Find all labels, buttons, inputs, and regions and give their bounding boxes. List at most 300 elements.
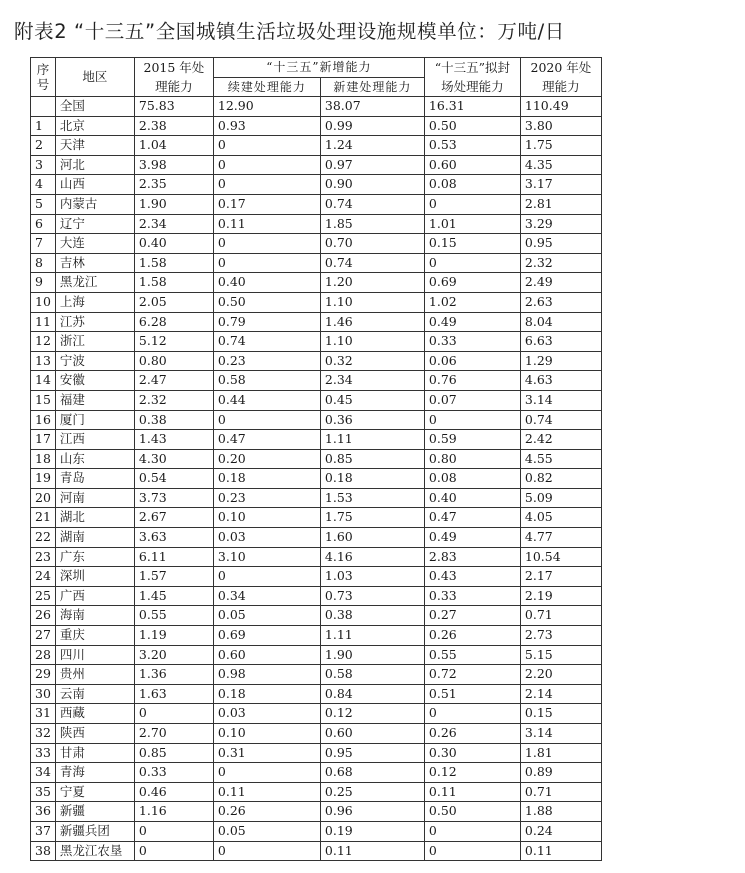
cell-continued: 0.23 <box>213 488 320 508</box>
cell-cap2020: 3.17 <box>520 175 601 195</box>
table-row <box>31 292 602 312</box>
cell-region: 福建 <box>55 390 134 410</box>
cell-no: 6 <box>31 214 56 234</box>
cell-continued: 3.10 <box>213 547 320 567</box>
cell-continued: 0 <box>213 763 320 783</box>
cell-no: 25 <box>31 586 56 606</box>
cell-continued: 0.10 <box>213 508 320 528</box>
cell-no: 13 <box>31 351 56 371</box>
cell-no: 3 <box>31 155 56 175</box>
cell-cap2015: 3.98 <box>134 155 213 175</box>
cell-cap2015: 75.83 <box>134 97 213 117</box>
cell-continued: 0.11 <box>213 782 320 802</box>
cell-region: 四川 <box>55 645 134 665</box>
cell-newbuild: 0.38 <box>320 606 424 626</box>
cell-no: 33 <box>31 743 56 763</box>
cell-region: 新疆 <box>55 802 134 822</box>
table-row <box>31 645 602 665</box>
cell-cap2015: 2.05 <box>134 292 213 312</box>
cell-newbuild: 0.68 <box>320 763 424 783</box>
cell-no: 7 <box>31 234 56 254</box>
header-continued: 续建处理能力 <box>213 77 320 97</box>
cell-cap2020: 2.14 <box>520 684 601 704</box>
cell-no: 31 <box>31 704 56 724</box>
cell-seal: 0 <box>424 194 520 214</box>
cell-continued: 0 <box>213 234 320 254</box>
cell-seal: 0 <box>424 253 520 273</box>
cell-continued: 0 <box>213 136 320 156</box>
cell-newbuild: 0.97 <box>320 155 424 175</box>
cell-region: 全国 <box>55 97 134 117</box>
cell-newbuild: 1.24 <box>320 136 424 156</box>
cell-seal: 0 <box>424 821 520 841</box>
cell-region: 海南 <box>55 606 134 626</box>
cell-no: 37 <box>31 821 56 841</box>
cell-cap2020: 4.77 <box>520 528 601 548</box>
cell-no: 26 <box>31 606 56 626</box>
cell-cap2020: 2.17 <box>520 567 601 587</box>
cell-continued: 0.11 <box>213 214 320 234</box>
table-row <box>31 371 602 391</box>
cell-continued: 0 <box>213 410 320 430</box>
table-row <box>31 214 602 234</box>
cell-continued: 0 <box>213 567 320 587</box>
cell-cap2020: 2.19 <box>520 586 601 606</box>
cell-cap2020: 0.15 <box>520 704 601 724</box>
table-row <box>31 567 602 587</box>
cell-newbuild: 0.58 <box>320 665 424 685</box>
cell-no: 4 <box>31 175 56 195</box>
cell-seal: 0.07 <box>424 390 520 410</box>
cell-region: 厦门 <box>55 410 134 430</box>
cell-continued: 0.79 <box>213 312 320 332</box>
cell-region: 宁波 <box>55 351 134 371</box>
cell-cap2015: 1.58 <box>134 273 213 293</box>
cell-region: 深圳 <box>55 567 134 587</box>
cell-no: 5 <box>31 194 56 214</box>
cell-no: 35 <box>31 782 56 802</box>
cell-newbuild: 0.60 <box>320 724 424 744</box>
cell-newbuild: 1.46 <box>320 312 424 332</box>
cell-region: 江苏 <box>55 312 134 332</box>
table-row <box>31 508 602 528</box>
cell-cap2020: 2.81 <box>520 194 601 214</box>
table-row <box>31 253 602 273</box>
cell-newbuild: 1.75 <box>320 508 424 528</box>
cell-seal: 0.33 <box>424 586 520 606</box>
cell-no: 15 <box>31 390 56 410</box>
cell-newbuild: 0.74 <box>320 194 424 214</box>
cell-no: 23 <box>31 547 56 567</box>
cell-seal: 1.01 <box>424 214 520 234</box>
header-region: 地区 <box>55 58 134 97</box>
cell-no: 19 <box>31 469 56 489</box>
cell-cap2015: 1.58 <box>134 253 213 273</box>
cell-cap2015: 0.38 <box>134 410 213 430</box>
cell-no: 9 <box>31 273 56 293</box>
cell-no: 18 <box>31 449 56 469</box>
table-row <box>31 449 602 469</box>
table-row <box>31 841 602 861</box>
cell-seal: 0.55 <box>424 645 520 665</box>
table-row <box>31 351 602 371</box>
cell-region: 上海 <box>55 292 134 312</box>
cell-newbuild: 0.74 <box>320 253 424 273</box>
header-no: 序号 <box>31 58 56 97</box>
cell-continued: 0.98 <box>213 665 320 685</box>
cell-cap2020: 10.54 <box>520 547 601 567</box>
cell-cap2020: 2.73 <box>520 626 601 646</box>
cell-continued: 0.05 <box>213 821 320 841</box>
table-row <box>31 488 602 508</box>
cell-cap2015: 1.45 <box>134 586 213 606</box>
cell-region: 黑龙江 <box>55 273 134 293</box>
cell-cap2020: 2.32 <box>520 253 601 273</box>
cell-cap2015: 0.54 <box>134 469 213 489</box>
cell-newbuild: 0.25 <box>320 782 424 802</box>
cell-no: 1 <box>31 116 56 136</box>
cell-cap2020: 2.49 <box>520 273 601 293</box>
cell-cap2015: 0.80 <box>134 351 213 371</box>
table-row <box>31 175 602 195</box>
cell-continued: 0 <box>213 841 320 861</box>
header-newbuild: 新建处理能力 <box>320 77 424 97</box>
cell-newbuild: 1.20 <box>320 273 424 293</box>
cell-continued: 0.40 <box>213 273 320 293</box>
cell-cap2020: 0.11 <box>520 841 601 861</box>
cell-no: 36 <box>31 802 56 822</box>
cell-seal: 0.08 <box>424 175 520 195</box>
table-row <box>31 234 602 254</box>
cell-region: 陕西 <box>55 724 134 744</box>
cell-newbuild: 0.18 <box>320 469 424 489</box>
cell-continued: 0.31 <box>213 743 320 763</box>
cell-region: 湖北 <box>55 508 134 528</box>
table-row <box>31 97 602 117</box>
cell-region: 江西 <box>55 430 134 450</box>
cell-cap2020: 0.82 <box>520 469 601 489</box>
cell-no: 27 <box>31 626 56 646</box>
cell-newbuild: 0.12 <box>320 704 424 724</box>
cell-cap2020: 8.04 <box>520 312 601 332</box>
cell-region: 河北 <box>55 155 134 175</box>
cell-region: 青海 <box>55 763 134 783</box>
table-row <box>31 469 602 489</box>
cell-continued: 0.17 <box>213 194 320 214</box>
cell-cap2020: 110.49 <box>520 97 601 117</box>
header-cap2015: 2015 年处理能力 <box>134 58 213 97</box>
cell-continued: 12.90 <box>213 97 320 117</box>
cell-seal: 0.60 <box>424 155 520 175</box>
cell-cap2015: 3.63 <box>134 528 213 548</box>
cell-newbuild: 1.10 <box>320 292 424 312</box>
table-title: 附表2 “十三五”全国城镇生活垃圾处理设施规模单位：万吨/日 <box>14 20 565 43</box>
cell-cap2020: 6.63 <box>520 332 601 352</box>
cell-seal: 16.31 <box>424 97 520 117</box>
table-row <box>31 821 602 841</box>
cell-cap2020: 5.15 <box>520 645 601 665</box>
cell-seal: 0.59 <box>424 430 520 450</box>
cell-region: 青岛 <box>55 469 134 489</box>
header-seal-capacity: “十三五”拟封场处理能力 <box>424 58 520 97</box>
cell-region: 西藏 <box>55 704 134 724</box>
cell-cap2015: 0.33 <box>134 763 213 783</box>
cell-seal: 0.51 <box>424 684 520 704</box>
cell-newbuild: 0.84 <box>320 684 424 704</box>
cell-cap2015: 1.90 <box>134 194 213 214</box>
cell-region: 山东 <box>55 449 134 469</box>
cell-cap2015: 0 <box>134 821 213 841</box>
cell-seal: 0 <box>424 410 520 430</box>
table-row <box>31 273 602 293</box>
table-row <box>31 802 602 822</box>
cell-cap2015: 0.40 <box>134 234 213 254</box>
table-body <box>31 97 602 861</box>
cell-seal: 0.53 <box>424 136 520 156</box>
cell-cap2015: 1.19 <box>134 626 213 646</box>
cell-cap2020: 2.20 <box>520 665 601 685</box>
cell-newbuild: 0.85 <box>320 449 424 469</box>
cell-seal: 0.49 <box>424 528 520 548</box>
table-row <box>31 312 602 332</box>
cell-newbuild: 0.36 <box>320 410 424 430</box>
cell-continued: 0.93 <box>213 116 320 136</box>
cell-cap2020: 3.14 <box>520 390 601 410</box>
cell-no: 34 <box>31 763 56 783</box>
table-row <box>31 194 602 214</box>
cell-no: 11 <box>31 312 56 332</box>
table-row <box>31 410 602 430</box>
cell-seal: 0.40 <box>424 488 520 508</box>
cell-seal: 0.50 <box>424 116 520 136</box>
cell-seal: 0 <box>424 704 520 724</box>
cell-region: 广西 <box>55 586 134 606</box>
cell-continued: 0 <box>213 253 320 273</box>
cell-region: 吉林 <box>55 253 134 273</box>
cell-continued: 0.20 <box>213 449 320 469</box>
cell-cap2020: 0.71 <box>520 782 601 802</box>
cell-cap2015: 2.67 <box>134 508 213 528</box>
cell-cap2020: 2.42 <box>520 430 601 450</box>
cell-cap2015: 1.57 <box>134 567 213 587</box>
cell-newbuild: 38.07 <box>320 97 424 117</box>
cell-newbuild: 0.45 <box>320 390 424 410</box>
cell-seal: 0.80 <box>424 449 520 469</box>
cell-continued: 0.34 <box>213 586 320 606</box>
cell-region: 内蒙古 <box>55 194 134 214</box>
cell-newbuild: 2.34 <box>320 371 424 391</box>
cell-no: 21 <box>31 508 56 528</box>
cell-region: 北京 <box>55 116 134 136</box>
cell-cap2020: 4.35 <box>520 155 601 175</box>
table-row <box>31 763 602 783</box>
cell-newbuild: 0.19 <box>320 821 424 841</box>
cell-region: 山西 <box>55 175 134 195</box>
cell-newbuild: 0.70 <box>320 234 424 254</box>
cell-region: 广东 <box>55 547 134 567</box>
cell-region: 重庆 <box>55 626 134 646</box>
cell-region: 大连 <box>55 234 134 254</box>
cell-seal: 0.49 <box>424 312 520 332</box>
cell-newbuild: 0.90 <box>320 175 424 195</box>
cell-cap2020: 1.81 <box>520 743 601 763</box>
header-new-capacity-group: “十三五”新增能力 <box>213 58 424 78</box>
cell-cap2020: 3.29 <box>520 214 601 234</box>
cell-no: 32 <box>31 724 56 744</box>
table-row <box>31 684 602 704</box>
cell-continued: 0.50 <box>213 292 320 312</box>
cell-cap2015: 1.63 <box>134 684 213 704</box>
cell-continued: 0.03 <box>213 704 320 724</box>
cell-continued: 0.10 <box>213 724 320 744</box>
table-row <box>31 626 602 646</box>
cell-continued: 0.23 <box>213 351 320 371</box>
cell-no: 29 <box>31 665 56 685</box>
cell-seal: 0.47 <box>424 508 520 528</box>
table-row <box>31 136 602 156</box>
cell-cap2015: 0.55 <box>134 606 213 626</box>
cell-cap2020: 0.24 <box>520 821 601 841</box>
cell-no: 20 <box>31 488 56 508</box>
cell-region: 河南 <box>55 488 134 508</box>
cell-cap2020: 1.88 <box>520 802 601 822</box>
cell-newbuild: 0.32 <box>320 351 424 371</box>
cell-region: 安徽 <box>55 371 134 391</box>
cell-continued: 0.18 <box>213 684 320 704</box>
cell-no: 24 <box>31 567 56 587</box>
table-row <box>31 430 602 450</box>
cell-no: 2 <box>31 136 56 156</box>
table-row <box>31 547 602 567</box>
table-row <box>31 782 602 802</box>
cell-continued: 0.69 <box>213 626 320 646</box>
cell-cap2020: 5.09 <box>520 488 601 508</box>
cell-newbuild: 1.53 <box>320 488 424 508</box>
cell-cap2015: 1.43 <box>134 430 213 450</box>
cell-newbuild: 0.96 <box>320 802 424 822</box>
cell-continued: 0.26 <box>213 802 320 822</box>
cell-no: 14 <box>31 371 56 391</box>
cell-cap2015: 2.35 <box>134 175 213 195</box>
cell-seal: 0.50 <box>424 802 520 822</box>
cell-no: 30 <box>31 684 56 704</box>
cell-continued: 0.58 <box>213 371 320 391</box>
cell-continued: 0.60 <box>213 645 320 665</box>
cell-seal: 0.69 <box>424 273 520 293</box>
cell-continued: 0.05 <box>213 606 320 626</box>
cell-region: 贵州 <box>55 665 134 685</box>
cell-newbuild: 0.73 <box>320 586 424 606</box>
table-row <box>31 704 602 724</box>
table-row <box>31 743 602 763</box>
cell-continued: 0 <box>213 155 320 175</box>
cell-region: 云南 <box>55 684 134 704</box>
cell-continued: 0.18 <box>213 469 320 489</box>
cell-newbuild: 1.11 <box>320 626 424 646</box>
cell-seal: 0.43 <box>424 567 520 587</box>
cell-cap2015: 2.47 <box>134 371 213 391</box>
table-row <box>31 586 602 606</box>
cell-cap2015: 2.34 <box>134 214 213 234</box>
cell-newbuild: 1.03 <box>320 567 424 587</box>
cell-seal: 0.15 <box>424 234 520 254</box>
cell-cap2015: 0.85 <box>134 743 213 763</box>
cell-no: 16 <box>31 410 56 430</box>
cell-no: 28 <box>31 645 56 665</box>
cell-newbuild: 0.99 <box>320 116 424 136</box>
cell-seal: 0.72 <box>424 665 520 685</box>
cell-cap2015: 5.12 <box>134 332 213 352</box>
cell-cap2020: 2.63 <box>520 292 601 312</box>
cell-continued: 0.47 <box>213 430 320 450</box>
cell-newbuild: 1.85 <box>320 214 424 234</box>
cell-continued: 0.44 <box>213 390 320 410</box>
cell-no: 10 <box>31 292 56 312</box>
cell-region: 湖南 <box>55 528 134 548</box>
cell-seal: 0.33 <box>424 332 520 352</box>
cell-newbuild: 0.95 <box>320 743 424 763</box>
cell-seal: 0.11 <box>424 782 520 802</box>
cell-cap2015: 4.30 <box>134 449 213 469</box>
cell-cap2020: 4.63 <box>520 371 601 391</box>
cell-no: 17 <box>31 430 56 450</box>
cell-cap2020: 0.89 <box>520 763 601 783</box>
cell-seal: 0.26 <box>424 626 520 646</box>
cell-region: 甘肃 <box>55 743 134 763</box>
cell-seal: 0.27 <box>424 606 520 626</box>
table-row <box>31 116 602 136</box>
cell-cap2015: 0.46 <box>134 782 213 802</box>
cell-no: 12 <box>31 332 56 352</box>
cell-continued: 0.74 <box>213 332 320 352</box>
cell-cap2020: 1.29 <box>520 351 601 371</box>
cell-seal: 0.30 <box>424 743 520 763</box>
table-row <box>31 606 602 626</box>
cell-cap2020: 0.95 <box>520 234 601 254</box>
cell-seal: 0.12 <box>424 763 520 783</box>
cell-seal: 1.02 <box>424 292 520 312</box>
cell-cap2015: 1.04 <box>134 136 213 156</box>
cell-no: 8 <box>31 253 56 273</box>
cell-seal: 0.08 <box>424 469 520 489</box>
cell-cap2015: 1.16 <box>134 802 213 822</box>
cell-seal: 0.26 <box>424 724 520 744</box>
cell-newbuild: 1.60 <box>320 528 424 548</box>
cell-cap2020: 3.14 <box>520 724 601 744</box>
header-cap2020: 2020 年处理能力 <box>520 58 601 97</box>
table-row <box>31 155 602 175</box>
cell-cap2015: 1.36 <box>134 665 213 685</box>
cell-region: 新疆兵团 <box>55 821 134 841</box>
cell-cap2020: 1.75 <box>520 136 601 156</box>
cell-cap2015: 0 <box>134 841 213 861</box>
cell-newbuild: 1.90 <box>320 645 424 665</box>
cell-cap2015: 2.32 <box>134 390 213 410</box>
cell-no: 22 <box>31 528 56 548</box>
cell-cap2015: 3.73 <box>134 488 213 508</box>
cell-seal: 0.76 <box>424 371 520 391</box>
cell-newbuild: 4.16 <box>320 547 424 567</box>
cell-continued: 0.03 <box>213 528 320 548</box>
cell-no <box>31 97 56 117</box>
table-row <box>31 528 602 548</box>
table-row <box>31 390 602 410</box>
cell-cap2020: 4.55 <box>520 449 601 469</box>
cell-cap2020: 0.74 <box>520 410 601 430</box>
cell-newbuild: 1.10 <box>320 332 424 352</box>
facility-capacity-table <box>30 57 602 861</box>
cell-cap2020: 3.80 <box>520 116 601 136</box>
